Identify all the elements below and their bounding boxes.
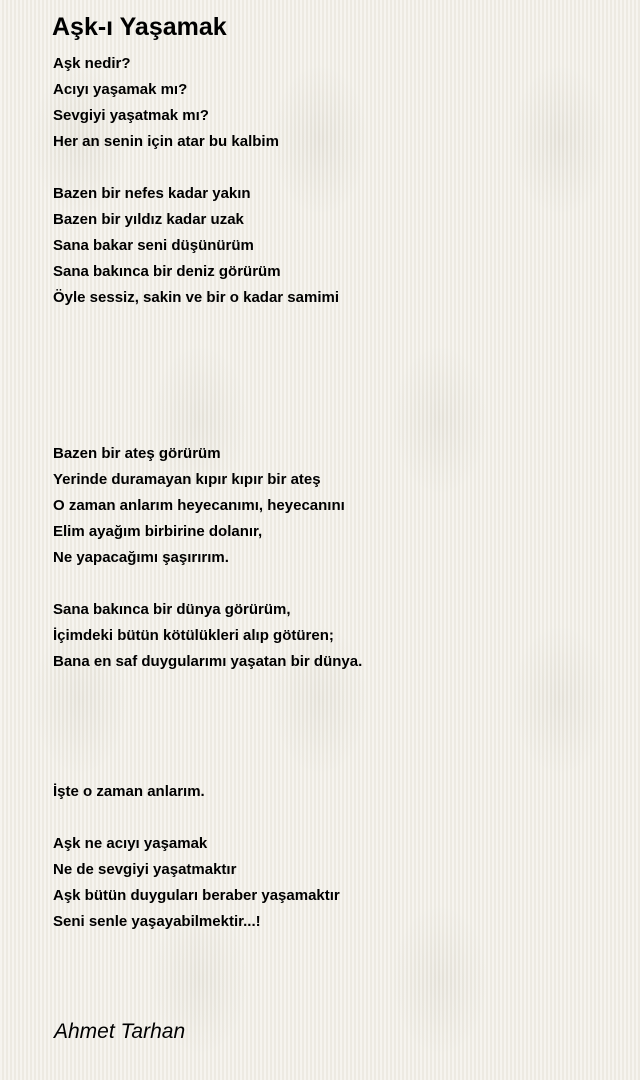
poem-line [53, 389, 613, 415]
poem-line: Seni senle yaşayabilmektir...! [53, 913, 261, 930]
poem-title: Aşk-ı Yaşamak [52, 13, 227, 41]
poem-line: Aşk nedir? [53, 55, 131, 72]
poem-line: Bazen bir ateş görürüm [53, 445, 221, 462]
poem-line: Elim ayağım birbirine dolanır, [53, 523, 263, 540]
poem-body [53, 51, 613, 935]
poem-line [53, 155, 613, 181]
poem-line [53, 753, 613, 779]
poem-line [53, 415, 613, 441]
poem-line: Ne de sevgiyi yaşatmaktır [53, 861, 237, 878]
poem-line [53, 675, 613, 701]
poem-line: Sevgiyi yaşatmak mı? [53, 107, 209, 124]
poem-line: Yerinde duramayan kıpır kıpır bir ateş [53, 471, 321, 488]
poem-line: Bazen bir yıldız kadar uzak [53, 211, 244, 228]
poem-line: Aşk ne acıyı yaşamak [53, 835, 208, 852]
poem-line: Sana bakınca bir deniz görürüm [53, 263, 281, 280]
poem-line: O zaman anlarım heyecanımı, heyecanını [53, 497, 345, 514]
poem-line [53, 337, 613, 363]
poem-line [53, 311, 613, 337]
poem-line: Bazen bir nefes kadar yakın [53, 185, 251, 202]
poem-line: İşte o zaman anlarım. [53, 783, 205, 800]
poem-line [53, 805, 613, 831]
poem-line [53, 727, 613, 753]
poem-line: Acıyı yaşamak mı? [53, 81, 188, 98]
poem-line: İçimdeki bütün kötülükleri alıp götüren; [53, 627, 334, 644]
poem-line: Öyle sessiz, sakin ve bir o kadar samimi [53, 289, 339, 306]
poem-line [53, 571, 613, 597]
poem-line [53, 701, 613, 727]
poem-line: Aşk bütün duyguları beraber yaşamaktır [53, 887, 340, 904]
poem-line: Her an senin için atar bu kalbim [53, 133, 279, 150]
poem-author: Ahmet Tarhan [54, 1020, 186, 1043]
poem-line: Ne yapacağımı şaşırırım. [53, 549, 229, 566]
poem-line: Bana en saf duygularımı yaşatan bir dünya. [53, 653, 363, 670]
poem-line [53, 363, 613, 389]
poem-line: Sana bakınca bir dünya görürüm, [53, 601, 291, 618]
poem-line: Sana bakar seni düşünürüm [53, 237, 254, 254]
